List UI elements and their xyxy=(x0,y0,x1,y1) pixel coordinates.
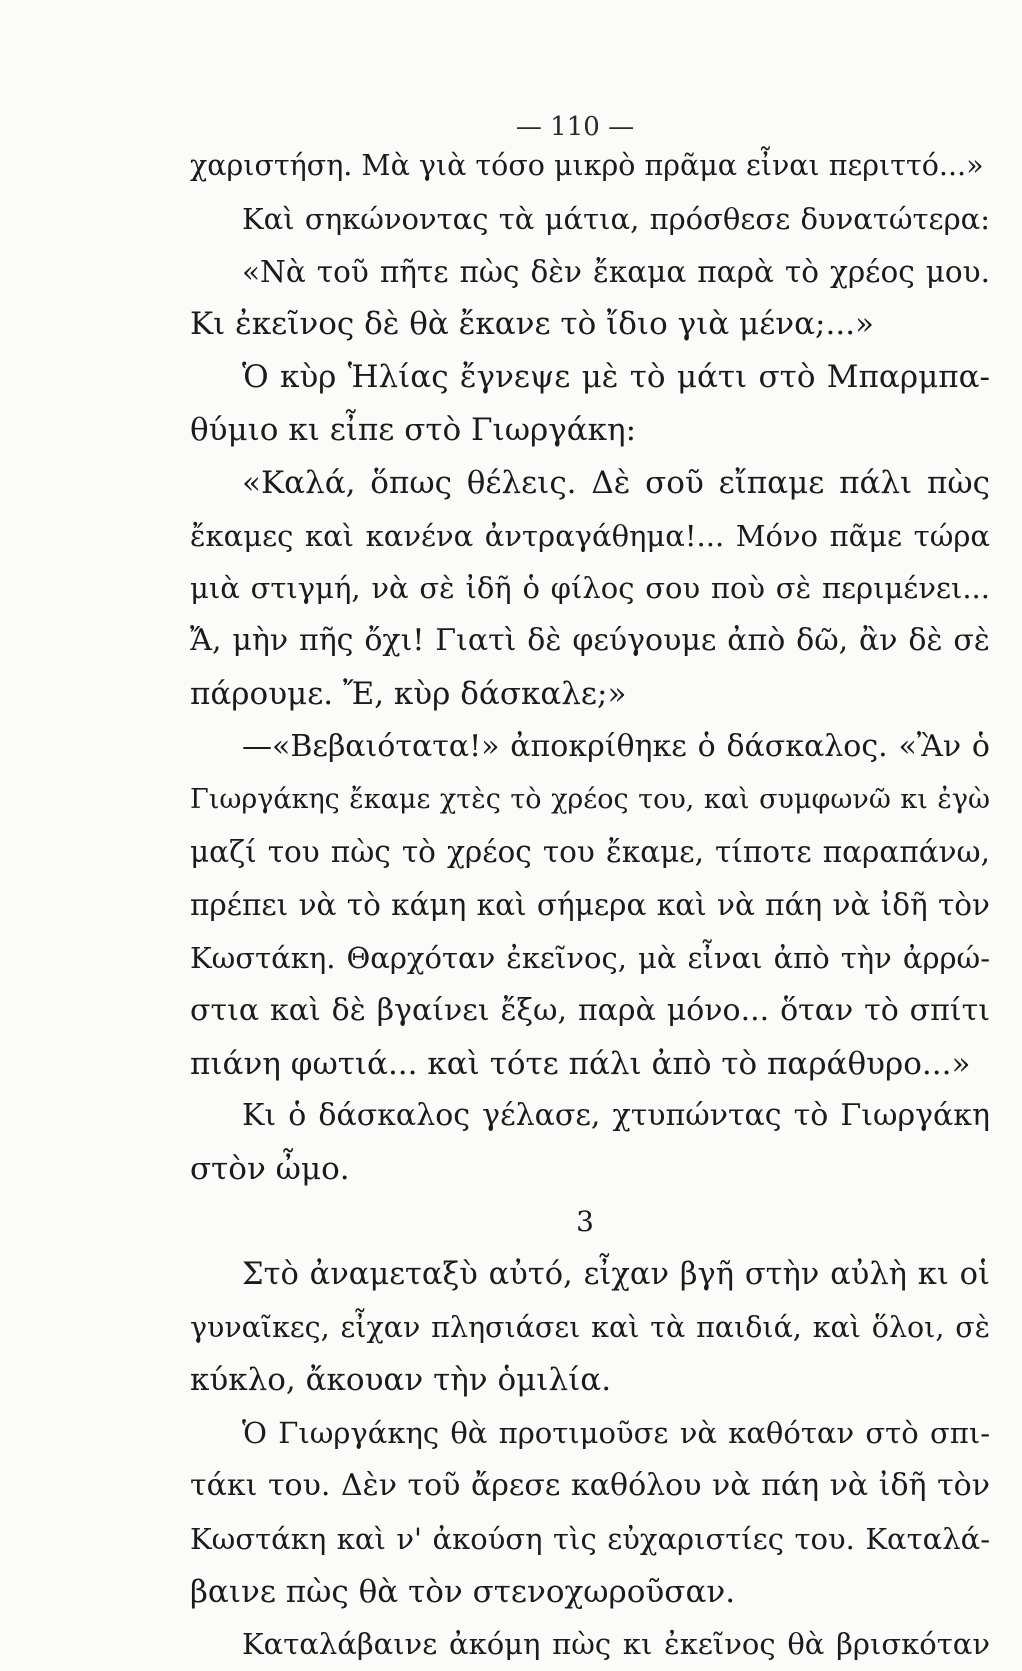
text-line: Καταλάβαινε ἀκόμη πὼς κι ἐκεῖνος θὰ βρισκόταν xyxy=(242,1627,990,1662)
text-line: Ὁ Γιωργάκης θὰ προτιμοῦσε νὰ καθόταν στὸ σπι- xyxy=(242,1416,990,1451)
text-line: «Νὰ τοῦ πῆτε πὼς δὲν ἔκαμα παρὰ τὸ χρέος μου. xyxy=(242,254,990,289)
body-text xyxy=(190,140,990,1671)
text-line: Γιωργάκης ἔκαμε χτὲς τὸ χρέος του, καὶ συμφωνῶ κι ἐγὼ xyxy=(190,783,990,815)
text-line: Κι ὁ δάσκαλος γέλασε, χτυπώντας τὸ Γιωργάκη xyxy=(242,1098,990,1134)
text-line: πιάνη φωτιά... καὶ τότε πάλι ἀπὸ τὸ παράθυρο...» xyxy=(190,1045,971,1082)
text-line: κύκλο, ἄκουαν τὴν ὁμιλία. xyxy=(190,1362,612,1399)
text-line: Κωστάκη. Θαρχόταν ἐκεῖνος, μὰ εἶναι ἀπὸ τὴν ἀρρώ- xyxy=(190,940,990,975)
text-line: —«Βεβαιότατα!» ἀποκρίθηκε ὁ δάσκαλος. «Ἂν ὁ xyxy=(242,728,990,764)
text-line: Κι ἐκεῖνος δὲ θὰ ἔκανε τὸ ἴδιο γιὰ μένα;...» xyxy=(190,306,875,343)
text-line: Ἄ, μὴν πῆς ὄχι! Γιατὶ δὲ φεύγουμε ἀπὸ δῶ, ἂν δὲ σὲ xyxy=(190,623,990,659)
text-line: Στὸ ἀναμεταξὺ αὐτό, εἶχαν βγῆ στὴν αὐλὴ κι οἱ xyxy=(242,1256,990,1292)
text-line: πρέπει νὰ τὸ κάμη καὶ σήμερα καὶ νὰ πάη νὰ ἰδῆ τὸν xyxy=(190,888,990,923)
text-line: μαζί του πὼς τὸ χρέος του ἔκαμε, τίποτε παραπάνω, xyxy=(190,835,990,870)
text-line: θύμιο κι εἶπε στὸ Γιωργάκη: xyxy=(190,411,637,448)
text-line: στια καὶ δὲ βγαίνει ἔξω, παρὰ μόνο... ὅταν τὸ σπίτι xyxy=(190,992,990,1028)
text-line: χαριστήση. Μὰ γιὰ τόσο μικρὸ πρᾶμα εἶναι περιττό...» xyxy=(190,149,984,182)
text-line: στὸν ὦμο. xyxy=(190,1151,350,1188)
text-line: γυναῖκες, εἶχαν πλησιάσει καὶ τὰ παιδιά, καὶ ὅλοι, σὲ xyxy=(190,1310,990,1344)
text-line: μιὰ στιγμή, νὰ σὲ ἰδῆ ὁ φίλος σου ποὺ σὲ περιμένει... xyxy=(190,571,990,606)
section-number: 3 xyxy=(576,1204,594,1238)
text-line: ἔκαμες καὶ κανένα ἀντραγάθημα!... Μόνο πᾶμε τώρα xyxy=(190,518,990,553)
text-line: βαινε πὼς θὰ τὸν στενοχωροῦσαν. xyxy=(190,1573,736,1610)
text-line: Καὶ σηκώνοντας τὰ μάτια, πρόσθεσε δυνατώτερα: xyxy=(242,201,990,236)
text-line: Ὁ κὺρ Ἡλίας ἔγνεψε μὲ τὸ μάτι στὸ Μπαρμπα- xyxy=(242,359,990,396)
text-line: Κωστάκη καὶ ν' ἀκούση τὶς εὐχαριστίες του. Καταλά- xyxy=(190,1521,990,1556)
text-line: «Καλά, ὅπως θέλεις. Δὲ σοῦ εἴπαμε πάλι πὼς xyxy=(242,464,990,501)
text-line: πάρουμε. Ἔ, κὺρ δάσκαλε;» xyxy=(190,675,627,712)
text-line: τάκι του. Δὲν τοῦ ἄρεσε καθόλου νὰ πάη νὰ ἰδῆ τὸν xyxy=(190,1467,990,1503)
page-number: — 110 — xyxy=(515,112,635,142)
